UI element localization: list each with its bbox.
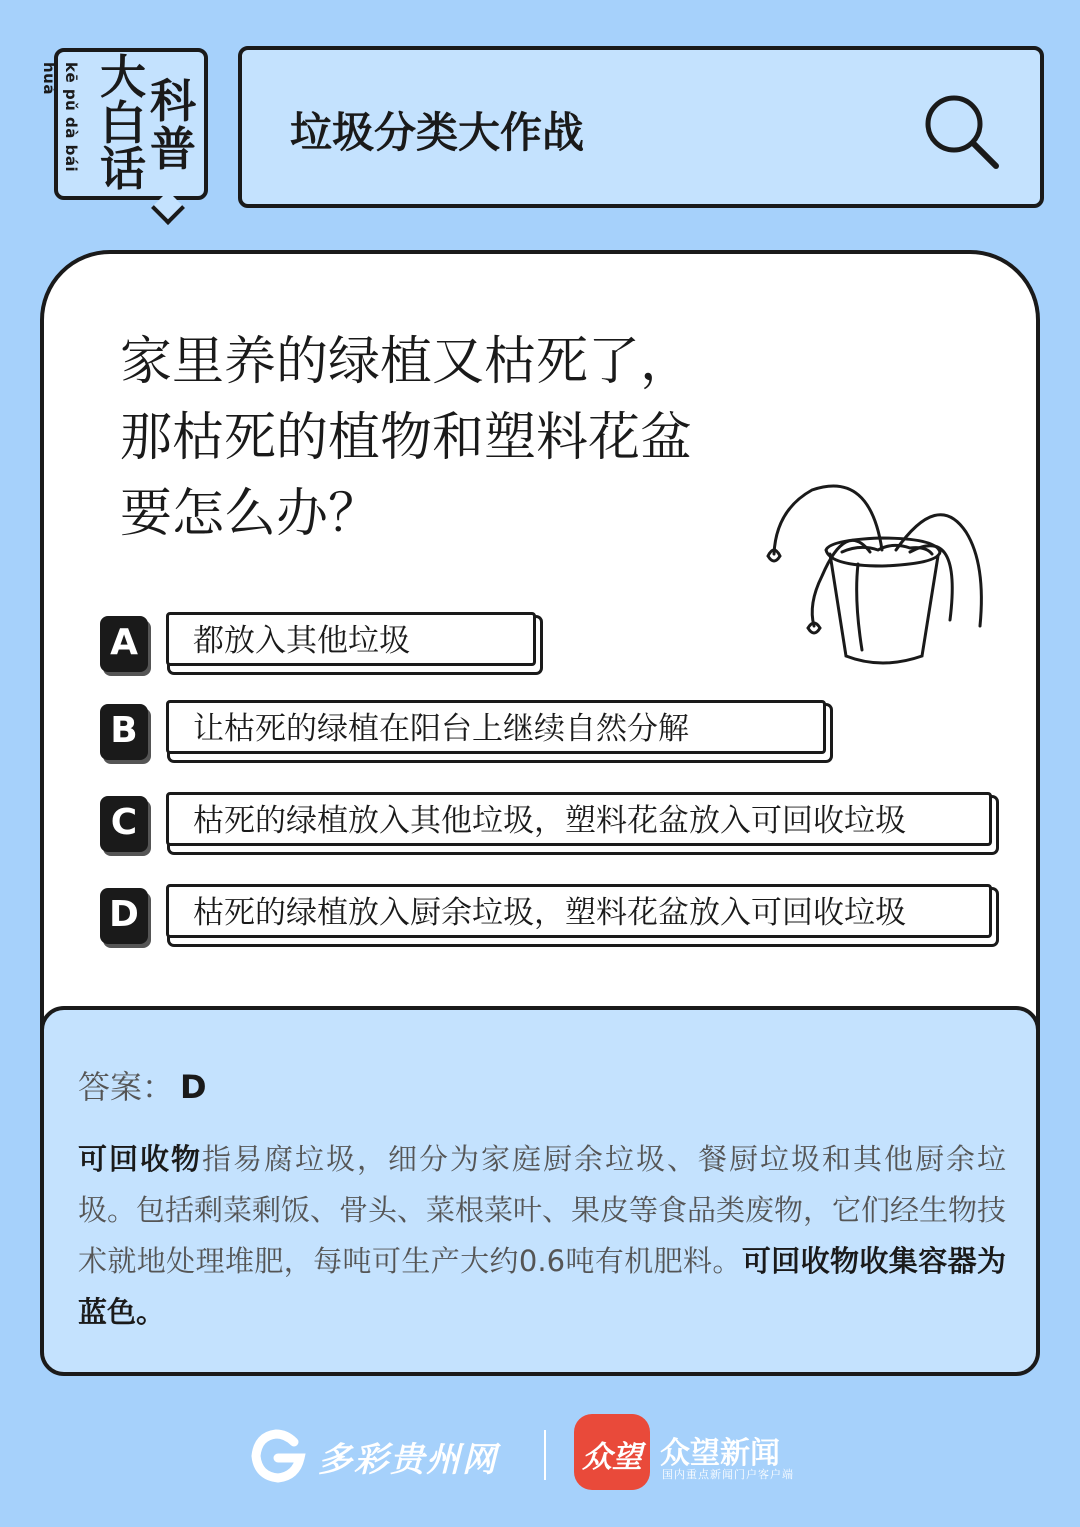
duocai-guizhou-logo-icon [250,1428,306,1484]
answer-line [78,1062,207,1108]
option-text: 让枯死的绿植在阳台上继续自然分解 [193,711,689,747]
explain-bin-color: 可回收物收集容器为蓝色。 [78,1244,1006,1329]
option-text: 都放入其他垃圾 [193,623,410,659]
answer-label: 答案： [78,1068,175,1106]
logo-char-bai: 白 [100,96,146,150]
option-b[interactable] [100,700,840,766]
question-line: 家里养的绿植又枯死了， [120,332,693,392]
footer-brand-subtitle: 国内重点新闻门户客户端 [662,1468,794,1481]
option-d[interactable] [100,884,1000,950]
question-text [120,324,860,552]
option-letter-badge: D [100,888,148,944]
zhongwang-logo-icon: 众望 [574,1414,650,1490]
footer-brand-duocai: 多彩贵州网 [318,1440,498,1480]
logo-char-ke: 科 [150,74,196,128]
wilted-plant-illustration [750,480,990,680]
option-answer-box[interactable] [166,884,992,938]
logo-pinyin: kē pǔ dà bái huà [40,62,80,173]
explain-body: 指易腐垃圾，细分为家庭厨余垃圾、餐厨垃圾和其他厨余垃圾。包括剩菜剩饭、骨头、菜根菜叶、果皮等食品类废物，它们经生物技术就地处理堆肥，每吨可生产大约0.6吨有机肥料。 [78,1142,1007,1278]
search-bar[interactable] [238,46,1044,208]
question-line: 那枯死的植物和塑料花盆 [120,408,693,468]
answer-explanation [78,1134,1006,1338]
logo-char-pu: 普 [150,122,196,176]
question-line: 要怎么办？ [120,484,381,544]
option-text: 枯死的绿植放入其他垃圾，塑料花盆放入可回收垃圾 [193,803,906,839]
option-text: 枯死的绿植放入厨余垃圾，塑料花盆放入可回收垃圾 [193,895,906,931]
answer-value: D [180,1068,207,1106]
option-answer-box[interactable] [166,612,536,666]
quiz-card [40,250,1040,1376]
search-title: 垃圾分类大作战 [290,108,585,157]
answer-panel [40,1006,1040,1376]
logo-char-da: 大 [100,50,146,104]
option-answer-box[interactable] [166,792,992,846]
option-answer-box[interactable] [166,700,826,754]
footer-brand-zhongwang: 众望新闻 [660,1436,780,1471]
option-letter-badge: A [100,616,148,672]
search-icon[interactable] [920,90,1004,174]
logo-char-hua: 话 [100,142,146,196]
footer-divider [544,1430,546,1480]
option-letter-badge: B [100,704,148,760]
explain-term: 可回收物 [78,1142,202,1176]
option-a[interactable] [100,612,550,678]
option-letter-badge: C [100,796,148,852]
option-c[interactable] [100,792,1000,858]
